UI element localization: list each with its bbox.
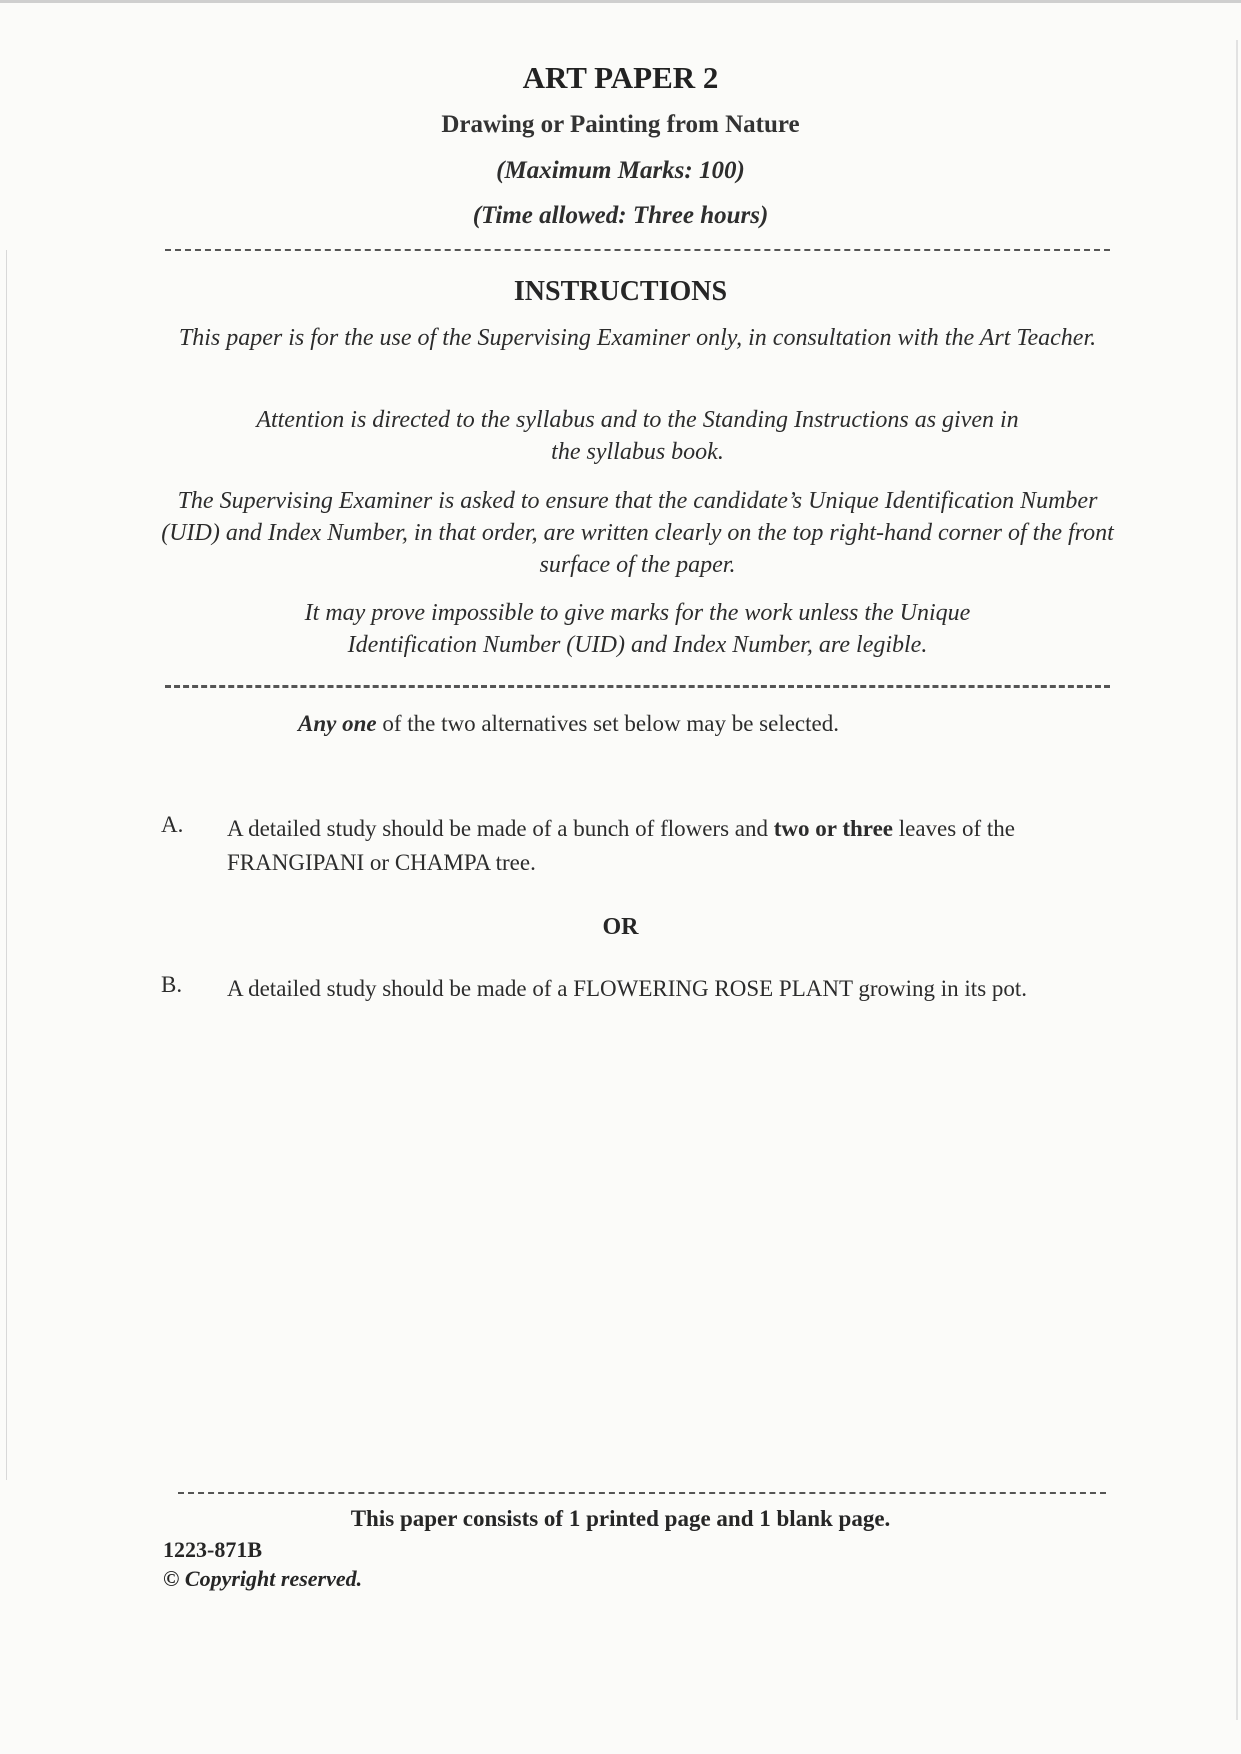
instruction-paragraph: This paper is for the use of the Supervising Examiner only, in consultation with the Art Teacher. bbox=[178, 325, 1097, 351]
question-a-letter: A. bbox=[161, 812, 184, 837]
divider bbox=[165, 685, 1110, 688]
scan-top-edge bbox=[0, 0, 1241, 3]
scan-left-edge bbox=[6, 250, 7, 1480]
instructions-heading: INSTRUCTIONS bbox=[513, 276, 728, 307]
divider bbox=[178, 1492, 1106, 1494]
page-count-note: This paper consists of 1 printed page and 1 blank page. bbox=[350, 1506, 891, 1531]
question-a-part: leaves of the FRANGIPANI or CHAMPA tree. bbox=[227, 816, 1015, 875]
or-separator: OR bbox=[602, 914, 639, 940]
question-a-part: A detailed study should be made of a bunch of flowers and bbox=[227, 816, 774, 841]
copyright: © Copyright reserved. bbox=[163, 1566, 363, 1591]
paper-subtitle: Drawing or Painting from Nature bbox=[441, 111, 800, 138]
instruction-paragraph: Attention is directed to the syllabus and to the Standing Instructions as given in the syllabus book. bbox=[256, 407, 1019, 465]
question-b-letter: B. bbox=[161, 972, 183, 997]
instruction-paragraph: The Supervising Examiner is asked to ensure that the candidate’s Unique Identification Number (UID) and Index Number, in that order, are written clearly on the top right-hand corner of the front surface of the paper. bbox=[161, 488, 1114, 578]
instruction-paragraph: It may prove impossible to give marks for the work unless the Unique Identification Number (UID) and Index Number, are legible. bbox=[304, 600, 971, 658]
question-b-text: A detailed study should be made of a FLOWERING ROSE PLANT growing in its pot. bbox=[227, 976, 1028, 1001]
maximum-marks: (Maximum Marks: 100) bbox=[496, 157, 745, 184]
selection-emphasis: Any one bbox=[298, 711, 377, 736]
paper-code: 1223-871B bbox=[163, 1537, 262, 1562]
question-a-text bbox=[227, 812, 1127, 880]
divider bbox=[165, 249, 1110, 251]
selection-note bbox=[298, 711, 839, 737]
time-allowed: (Time allowed: Three hours) bbox=[472, 202, 769, 229]
question-a-bold: two or three bbox=[773, 816, 893, 841]
selection-rest: of the two alternatives set below may be selected. bbox=[376, 711, 839, 736]
paper-title: ART PAPER 2 bbox=[522, 60, 719, 95]
